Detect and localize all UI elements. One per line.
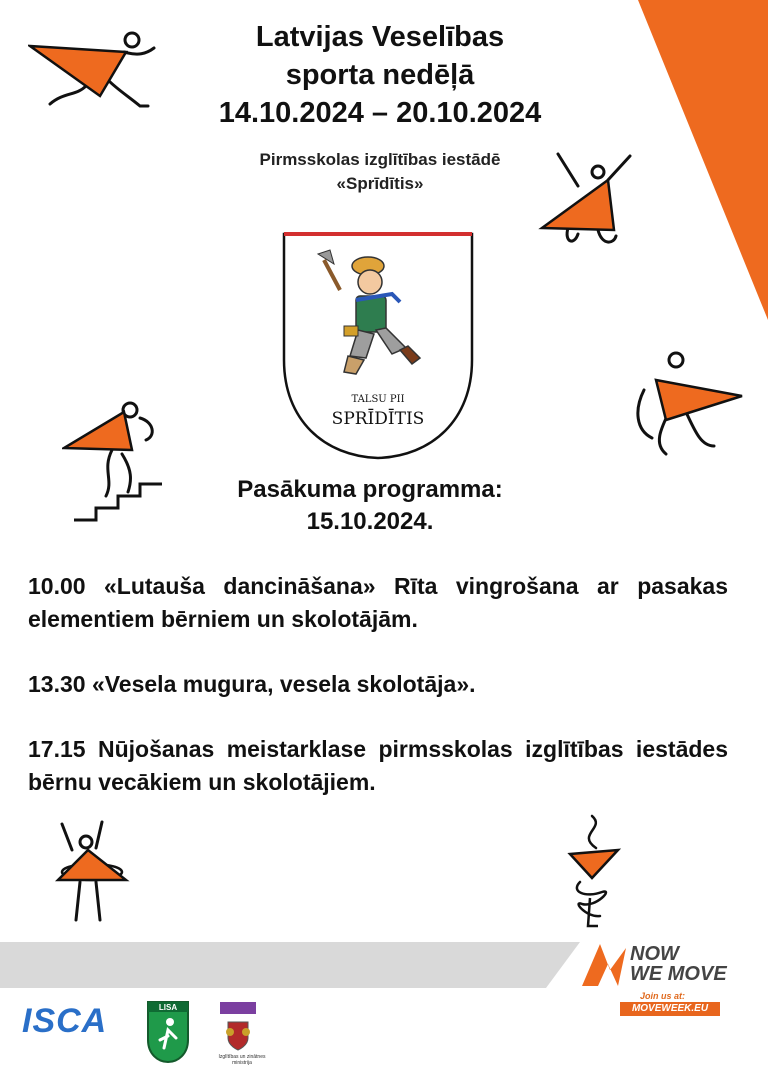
moveweek-now: NOW	[630, 943, 679, 965]
moveweek-title	[630, 944, 727, 984]
ministry-logo	[218, 1002, 258, 1054]
program-heading: Pasākuma programma:	[237, 476, 503, 503]
crest-name: SPRĪDĪTIS	[331, 409, 425, 429]
moveweek-move: WE MOVE	[630, 963, 727, 985]
title-dates: 14.10.2024 – 20.10.2024	[218, 97, 542, 129]
ribbon-triangle-figure-icon	[566, 812, 622, 930]
crest-small-text: TALSU PII	[351, 394, 405, 405]
event-item: 10.00 «Lutauša dancināšana» Rīta vingrošana ar pasakas elementiem bērniem un skolotājām.	[28, 573, 728, 632]
event-list	[28, 570, 728, 831]
ministry-name: Izglītības un zinātnes ministrija	[218, 1054, 266, 1066]
program-section	[170, 474, 570, 538]
moveweek-url[interactable]: MOVEWEEK.EU	[620, 1002, 720, 1016]
title-line-1: Latvijas Veselības	[255, 21, 505, 53]
page-title	[150, 18, 610, 132]
lsa-shield-logo	[146, 1000, 190, 1064]
moveweek-arrow-logo	[580, 940, 628, 988]
hula-hoop-triangle-figure-icon	[52, 820, 132, 924]
jumping-triangle-figure-icon	[538, 150, 638, 250]
moveweek-join: Join us at:	[640, 991, 686, 1001]
orange-corner-band	[638, 0, 768, 330]
event-item: 13.30 «Vesela mugura, vesela skolotāja».	[28, 671, 476, 697]
running-triangle-figure-icon	[28, 30, 158, 114]
subtitle-institution: Pirmsskolas izglītības iestādē	[259, 150, 501, 169]
title-line-2: sporta nedēļā	[285, 59, 475, 91]
subtitle	[180, 148, 580, 196]
skipping-triangle-figure-icon	[630, 350, 748, 462]
subtitle-name: «Sprīdītis»	[336, 174, 424, 193]
event-item: 17.15 Nūjošanas meistarklase pirmsskolas izglītības iestādes bērnu vecākiem un skolotājiem.	[28, 736, 728, 795]
stairs-triangle-figure-icon	[62, 400, 172, 524]
isca-logo: ISCA	[22, 1002, 108, 1040]
spriditis-crest-logo	[282, 230, 474, 462]
program-date: 15.10.2024.	[306, 508, 434, 535]
lsa-logo-text: LISA	[158, 1003, 178, 1012]
